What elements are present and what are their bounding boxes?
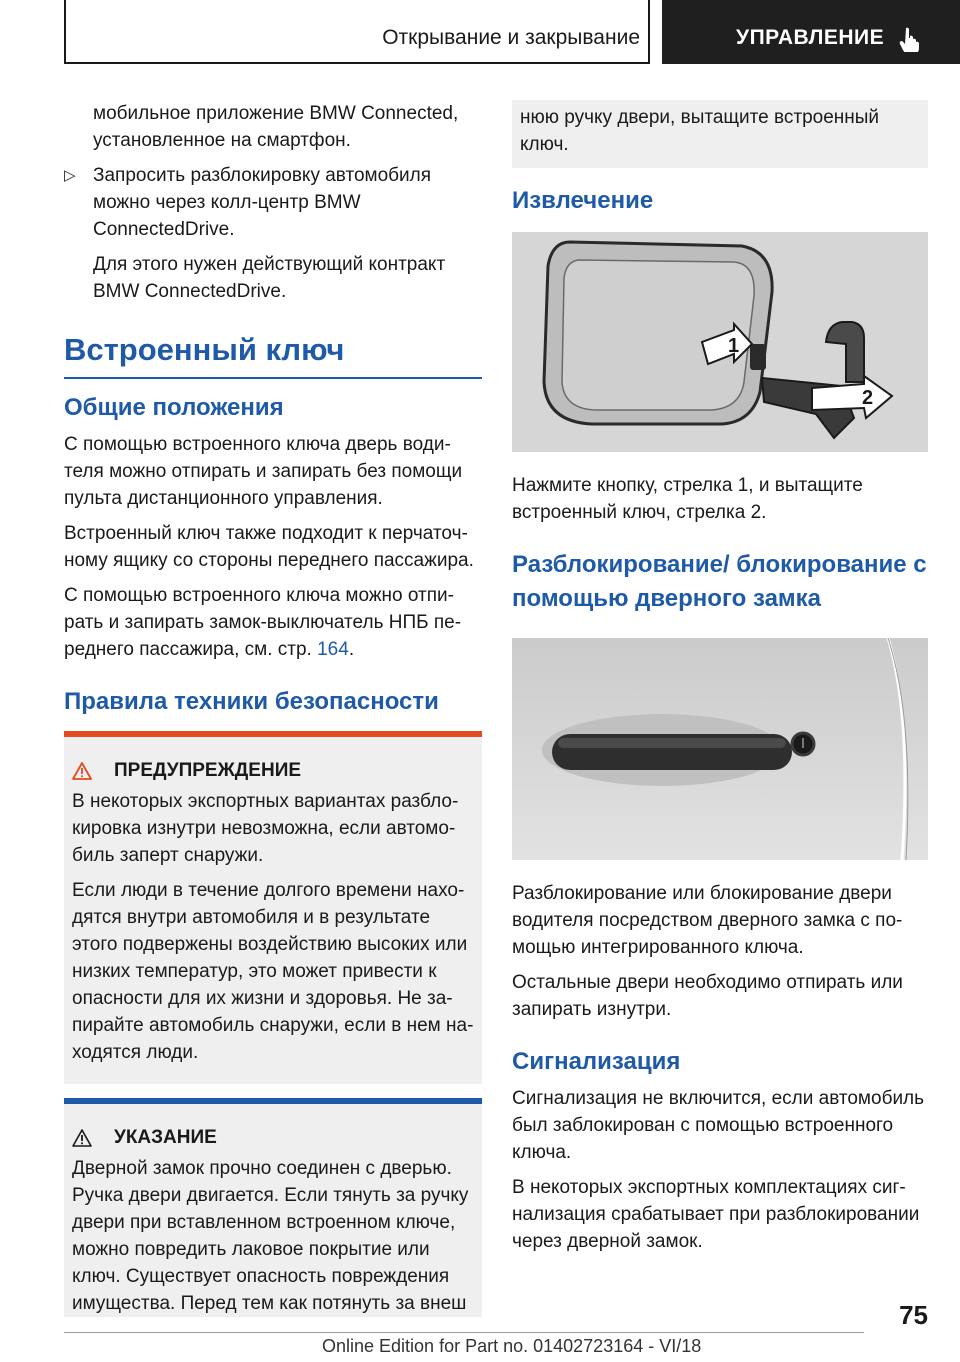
paragraph-text: . — [348, 639, 355, 660]
list-item — [64, 162, 482, 243]
warning-triangle-icon — [72, 762, 92, 780]
paragraph-text: С помощью встроенного ключа можно отпирать и запирать замок-выключатель НПБ переднего пассажира, см. стр. — [64, 585, 462, 660]
left-column — [64, 100, 482, 1317]
alarm-paragraph: В некоторых экспортных комплектациях сигнализация срабатывает при разблокировании через дверной замок. — [512, 1177, 920, 1252]
section-heading-general: Общие положения — [64, 394, 284, 421]
chapter-heading: Встроенный ключ — [64, 332, 345, 367]
paragraph: С помощью встроенного ключа дверь водителя можно отпирать и запирать без помощи пульта дистанционного управления. — [64, 434, 463, 509]
warning-label: ПРЕДУПРЕЖДЕНИЕ — [114, 760, 302, 781]
section-heading-alarm: Сигнализация — [512, 1048, 681, 1075]
chapter-tab-label: УПРАВЛЕНИЕ — [736, 26, 885, 49]
page-link[interactable]: 164 — [317, 639, 349, 660]
triangle-bullet-icon: ▷ — [64, 167, 76, 184]
lock-paragraph: Разблокирование или блокирование двери водителя посредством дверного замка с помощью интегрированного ключа. — [512, 883, 903, 958]
note-label: УКАЗАНИЕ — [114, 1127, 217, 1148]
warning-header — [72, 757, 474, 784]
footer-rule — [64, 1332, 864, 1333]
header-separator — [648, 0, 650, 64]
alarm-paragraph: Сигнализация не включится, если автомобиль был заблокирован с помощью встроенного ключа. — [512, 1088, 925, 1163]
arrow-label-1: 1 — [728, 335, 740, 357]
edition-footer: Online Edition for Part no. 01402723164 - VI/18 — [322, 1336, 702, 1356]
note-box — [64, 1098, 482, 1317]
lock-paragraph: Остальные двери необходимо отпирать или запирать изнутри. — [512, 972, 903, 1020]
key-removal-illustration — [512, 232, 928, 452]
warning-paragraph: Если люди в течение долгого времени находятся внутри автомобиля и в результате этого подвержены воздействию высоких или низких температур, это может привести к опасности для их жизни и здоровья. Не запирайте автомобиль снаружи, если в нем находятся люди. — [72, 880, 474, 1063]
hand-pointer-icon — [897, 26, 923, 52]
note-box-continuation — [512, 100, 928, 168]
paragraph: Встроенный ключ также подходит к перчаточному ящику со стороны переднего пассажира. — [64, 523, 474, 571]
door-handle-illustration — [512, 638, 928, 860]
heading-rule — [64, 377, 482, 379]
warning-paragraph: В некоторых экспортных вариантах разблокировка изнутри невозможна, если автомобиль заперт снаружи. — [72, 791, 459, 866]
caution-triangle-icon — [72, 1129, 92, 1147]
warning-box — [64, 731, 482, 1084]
section-heading-door-lock: Разблокирование/ блокирование с помощью дверного замка — [512, 551, 927, 612]
note-header — [72, 1124, 474, 1151]
paragraph-with-link — [64, 582, 482, 663]
arrow-label-2: 2 — [862, 387, 874, 409]
note-paragraph: нюю ручку двери, вытащите встроенный ключ. — [520, 107, 880, 155]
page-number: 75 — [899, 1300, 928, 1330]
section-title: Открывание и закрывание — [382, 26, 640, 49]
section-heading-safety: Правила техники безопасности — [64, 688, 439, 715]
right-column — [512, 100, 928, 1263]
section-heading-removal: Извлечение — [512, 187, 654, 214]
removal-paragraph: Нажмите кнопку, стрелка 1, и вытащите встроенный ключ, стрелка 2. — [512, 475, 863, 523]
header-left-rule — [64, 0, 66, 64]
list-item-text: Запросить разблокировку автомобиля можно через колл-центр BMW ConnectedDrive. — [93, 165, 432, 240]
list-item-note: Для этого нужен действующий контракт BMW ConnectedDrive. — [93, 254, 446, 302]
note-paragraph: Дверной замок прочно соединен с дверью. Ручка двери двигается. Если тянуть за ручку двери при вставленном встроенном ключе, можно повредить лаковое покрытие или ключ. Существует опасность повреждения имущества. Перед тем как потянуть за внеш — [72, 1158, 469, 1314]
header-bottom-rule — [64, 62, 650, 64]
intro-continuation: мобильное приложение BMW Connected, установленное на смартфон. — [93, 103, 459, 151]
